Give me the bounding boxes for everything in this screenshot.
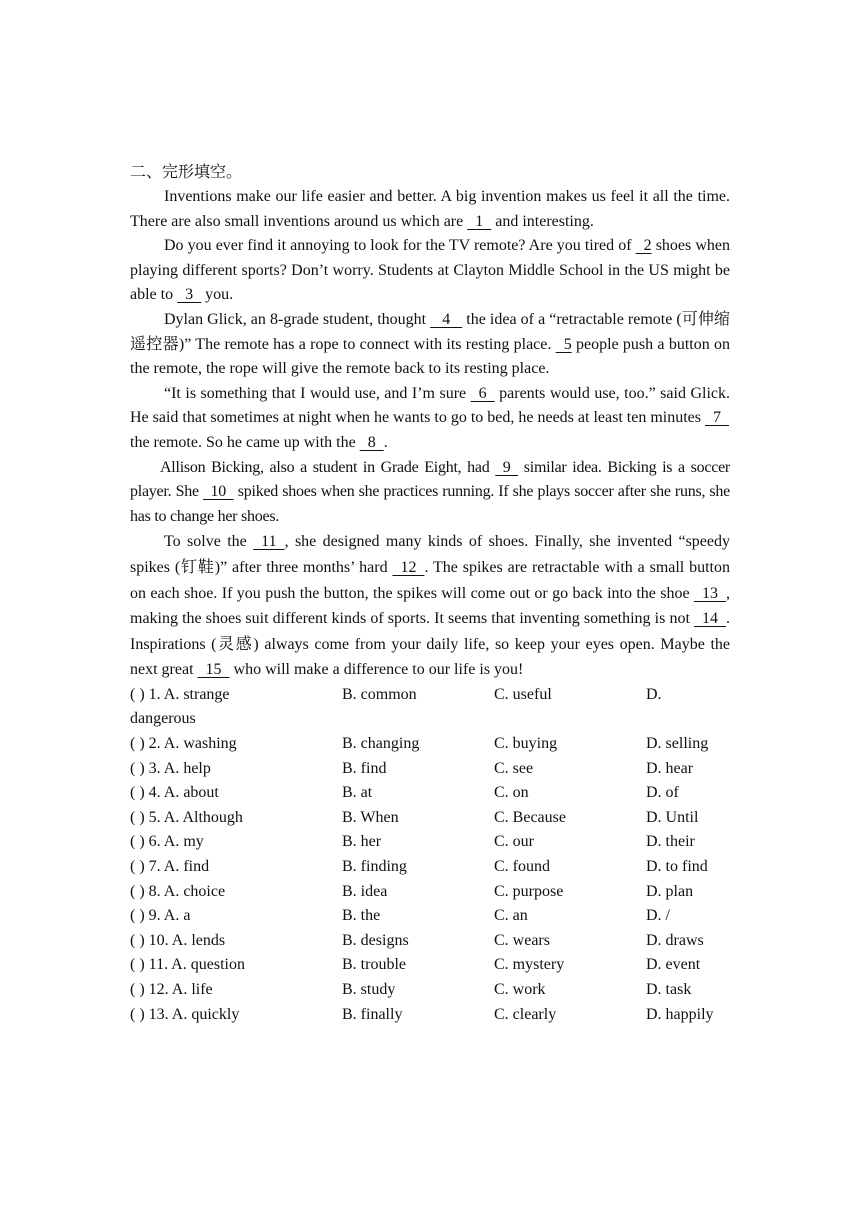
option-d: D. task: [646, 981, 692, 998]
option-d-wrap: dangerous: [130, 710, 196, 728]
option-c: C. mystery: [494, 956, 565, 974]
text: , making the shoes suit different kinds of sports. It seems that inventing something is not: [130, 584, 730, 628]
option-a: ( ) 1. A. strange: [130, 685, 230, 703]
option-c: C. our: [494, 833, 534, 851]
option-a: ( ) 12. A. life: [130, 981, 213, 998]
option-c: C. an: [494, 907, 528, 925]
paragraph-3: [130, 308, 730, 382]
text: you.: [201, 286, 234, 304]
blank-15: 15: [197, 661, 230, 679]
question-row-5: [130, 806, 730, 831]
option-c: C. found: [494, 858, 550, 876]
text: . The spikes are retractable with a small button on each shoe. If you push the button, the spikes will come out or go back into the shoe: [130, 558, 731, 602]
question-row-4: [130, 781, 730, 806]
blank-5: 5: [555, 335, 572, 353]
paragraph-6: [130, 529, 730, 683]
option-a: ( ) 5. A. Although: [130, 808, 243, 826]
text: shoes when playing different sports? Don’t worry. Students at Clayton Middle School in the US might be able to: [130, 237, 730, 304]
question-row-3: [130, 757, 730, 782]
blank-9: 9: [495, 458, 519, 476]
options-list: [130, 683, 730, 1027]
option-a: ( ) 13. A. quickly: [130, 1005, 240, 1023]
option-a: ( ) 6. A. my: [130, 833, 204, 851]
paragraph-4: [130, 382, 730, 431]
question-rows: [130, 732, 730, 1027]
text: similar idea. Bicking is a soccer player. She: [130, 458, 731, 501]
blank-7: 7: [704, 409, 729, 427]
blank-13: 13: [694, 584, 726, 602]
option-a: ( ) 8. A. choice: [130, 882, 226, 900]
text: people push a button on the remote, the rope will give the remote back to its resting place.: [130, 335, 730, 378]
text: , she designed many kinds of shoes. Finally, she invented “speedy spikes (钉鞋)” after three months’ hard: [130, 533, 730, 576]
option-d: D. event: [646, 956, 701, 974]
option-d: D. draws: [646, 931, 704, 949]
blank-14: 14: [694, 610, 726, 628]
question-row-11: [130, 953, 730, 978]
document-page: [130, 160, 730, 1027]
option-a: ( ) 7. A. find: [130, 858, 210, 876]
option-d: D. their: [646, 833, 695, 851]
option-d: D. selling: [646, 735, 709, 753]
question-row-9: [130, 904, 730, 929]
option-d: D. hear: [646, 759, 694, 777]
option-b: B. designs: [342, 931, 409, 949]
option-b: B. idea: [342, 882, 388, 900]
question-row-1: [130, 683, 730, 708]
option-b: B. common: [342, 685, 417, 703]
option-c: C. purpose: [494, 882, 564, 900]
option-c: C. buying: [494, 735, 558, 753]
blank-2: 2: [635, 237, 652, 255]
question-row-13: [130, 1003, 730, 1028]
option-a: ( ) 9. A. a: [130, 907, 191, 925]
option-b: B. the: [342, 907, 381, 925]
text: spiked shoes when she practices running. If she plays soccer after she runs, she has to change her shoes.: [130, 483, 730, 525]
option-b: B. When: [342, 808, 399, 826]
option-d: D. to find: [646, 858, 708, 876]
text: the remote. So he came up with the: [130, 433, 360, 451]
option-c: C. on: [494, 784, 529, 802]
option-b: B. her: [342, 833, 382, 851]
option-d: D. Until: [646, 808, 699, 826]
text: . Inspirations (灵感) always come from your daily life, so keep your eyes open. Maybe the next great: [130, 610, 730, 679]
option-d: D. plan: [646, 882, 694, 900]
text: and interesting.: [491, 212, 594, 230]
paragraph-4-continued: [130, 431, 730, 456]
section-heading: 二、完形填空。: [130, 164, 243, 181]
text: “It is something that I would use, and I’m sure: [164, 384, 471, 402]
option-b: B. find: [342, 759, 387, 777]
paragraph-5: [130, 456, 730, 530]
option-c: C. clearly: [494, 1005, 557, 1023]
text: the idea of a “retractable remote (可伸缩遥控器)” The remote has a rope to connect with its resting place.: [130, 310, 731, 353]
question-row-6: [130, 830, 730, 855]
option-a: ( ) 4. A. about: [130, 784, 219, 802]
option-c: C. Because: [494, 808, 566, 826]
text: Do you ever find it annoying to look for the TV remote? Are you tired of: [164, 237, 636, 255]
option-b: B. at: [342, 784, 373, 802]
text: Allison Bicking, also a student in Grade Eight, had: [160, 458, 496, 476]
blank-10: 10: [203, 483, 234, 501]
option-b: B. finding: [342, 858, 407, 876]
text: .: [383, 433, 388, 451]
option-d: D. /: [646, 907, 670, 925]
option-b: B. changing: [342, 735, 420, 753]
option-c: C. work: [494, 981, 546, 998]
paragraph-1: [130, 185, 730, 234]
option-d: D. of: [646, 784, 679, 802]
text: Dylan Glick, an 8-grade student, thought: [164, 310, 431, 328]
blank-8: 8: [359, 433, 384, 451]
option-c: C. useful: [494, 685, 552, 703]
option-d: D. happily: [646, 1005, 714, 1023]
question-row-8: [130, 880, 730, 905]
question-row-12: [130, 978, 730, 1003]
blank-4: 4: [430, 310, 463, 328]
text: To solve the: [164, 533, 254, 551]
blank-1: 1: [467, 212, 492, 230]
text: Inventions make our life easier and better. A big invention makes us feel it all the time. There are also small inventions around us which are: [130, 188, 730, 230]
option-a: ( ) 2. A. washing: [130, 735, 237, 753]
blank-3: 3: [177, 286, 202, 304]
paragraph-2: [130, 234, 730, 308]
question-row-10: [130, 929, 730, 954]
option-c: C. see: [494, 759, 534, 777]
question-row-7: [130, 855, 730, 880]
option-b: B. trouble: [342, 956, 406, 974]
option-b: B. finally: [342, 1005, 403, 1023]
text: parents would use, too.” said Glick. He said that sometimes at night when he wants to go to bed, he needs at least ten minutes: [130, 384, 730, 427]
option-d: D.: [646, 685, 662, 703]
text: who will make a difference to our life is you!: [229, 661, 524, 679]
question-row-2: [130, 732, 730, 757]
blank-12: 12: [392, 558, 425, 576]
blank-11: 11: [253, 533, 285, 551]
option-b: B. study: [342, 981, 396, 998]
option-a: ( ) 10. A. lends: [130, 931, 226, 949]
option-c: C. wears: [494, 931, 550, 949]
blank-6: 6: [470, 384, 495, 402]
option-a: ( ) 3. A. help: [130, 759, 211, 777]
option-a: ( ) 11. A. question: [130, 956, 245, 974]
